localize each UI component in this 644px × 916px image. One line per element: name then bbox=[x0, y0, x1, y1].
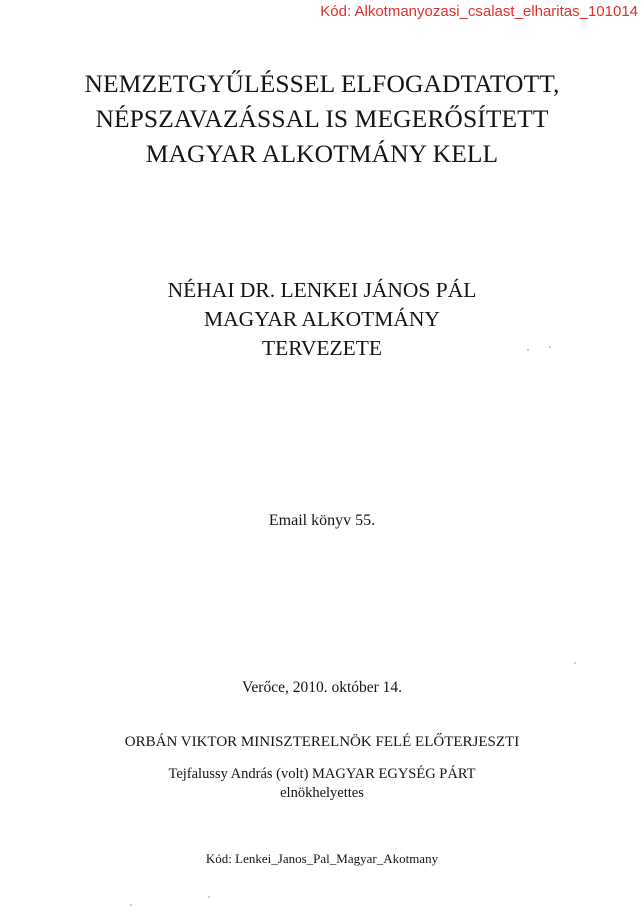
document-code-header: Kód: Alkotmanyozasi_csalast_elharitas_101014 bbox=[320, 3, 638, 20]
scan-speck bbox=[549, 346, 551, 348]
scan-speck bbox=[130, 904, 132, 906]
subtitle-line: NÉHAI DR. LENKEI JÁNOS PÁL bbox=[167, 278, 477, 302]
submission-block bbox=[0, 733, 644, 803]
footer-code: Kód: Lenkei_Janos_Pal_Magyar_Akotmany bbox=[205, 851, 439, 866]
subtitle-line: MAGYAR ALKOTMÁNY bbox=[204, 307, 440, 331]
scan-speck bbox=[208, 896, 210, 898]
main-title-line: NEMZETGYŰLÉSSEL ELFOGADTATOTT, bbox=[84, 69, 560, 98]
subtitle bbox=[0, 276, 644, 363]
email-book-label: Email könyv 55. bbox=[268, 512, 376, 529]
subtitle-line: TERVEZETE bbox=[261, 336, 383, 360]
submission-role: elnökhelyettes bbox=[280, 785, 364, 801]
scan-speck bbox=[574, 662, 576, 664]
place-and-date: Verőce, 2010. október 14. bbox=[241, 679, 403, 696]
main-title bbox=[0, 66, 644, 171]
main-title-line: NÉPSZAVAZÁSSAL IS MEGERŐSÍTETT bbox=[95, 104, 549, 133]
submission-line: ORBÁN VIKTOR MINISZTERELNÖK FELÉ ELŐTERJESZTI bbox=[124, 734, 520, 750]
scan-speck bbox=[527, 349, 529, 351]
submission-author: Tejfalussy András (volt) MAGYAR EGYSÉG PÁRT bbox=[168, 766, 476, 782]
main-title-line: MAGYAR ALKOTMÁNY KELL bbox=[145, 139, 499, 168]
